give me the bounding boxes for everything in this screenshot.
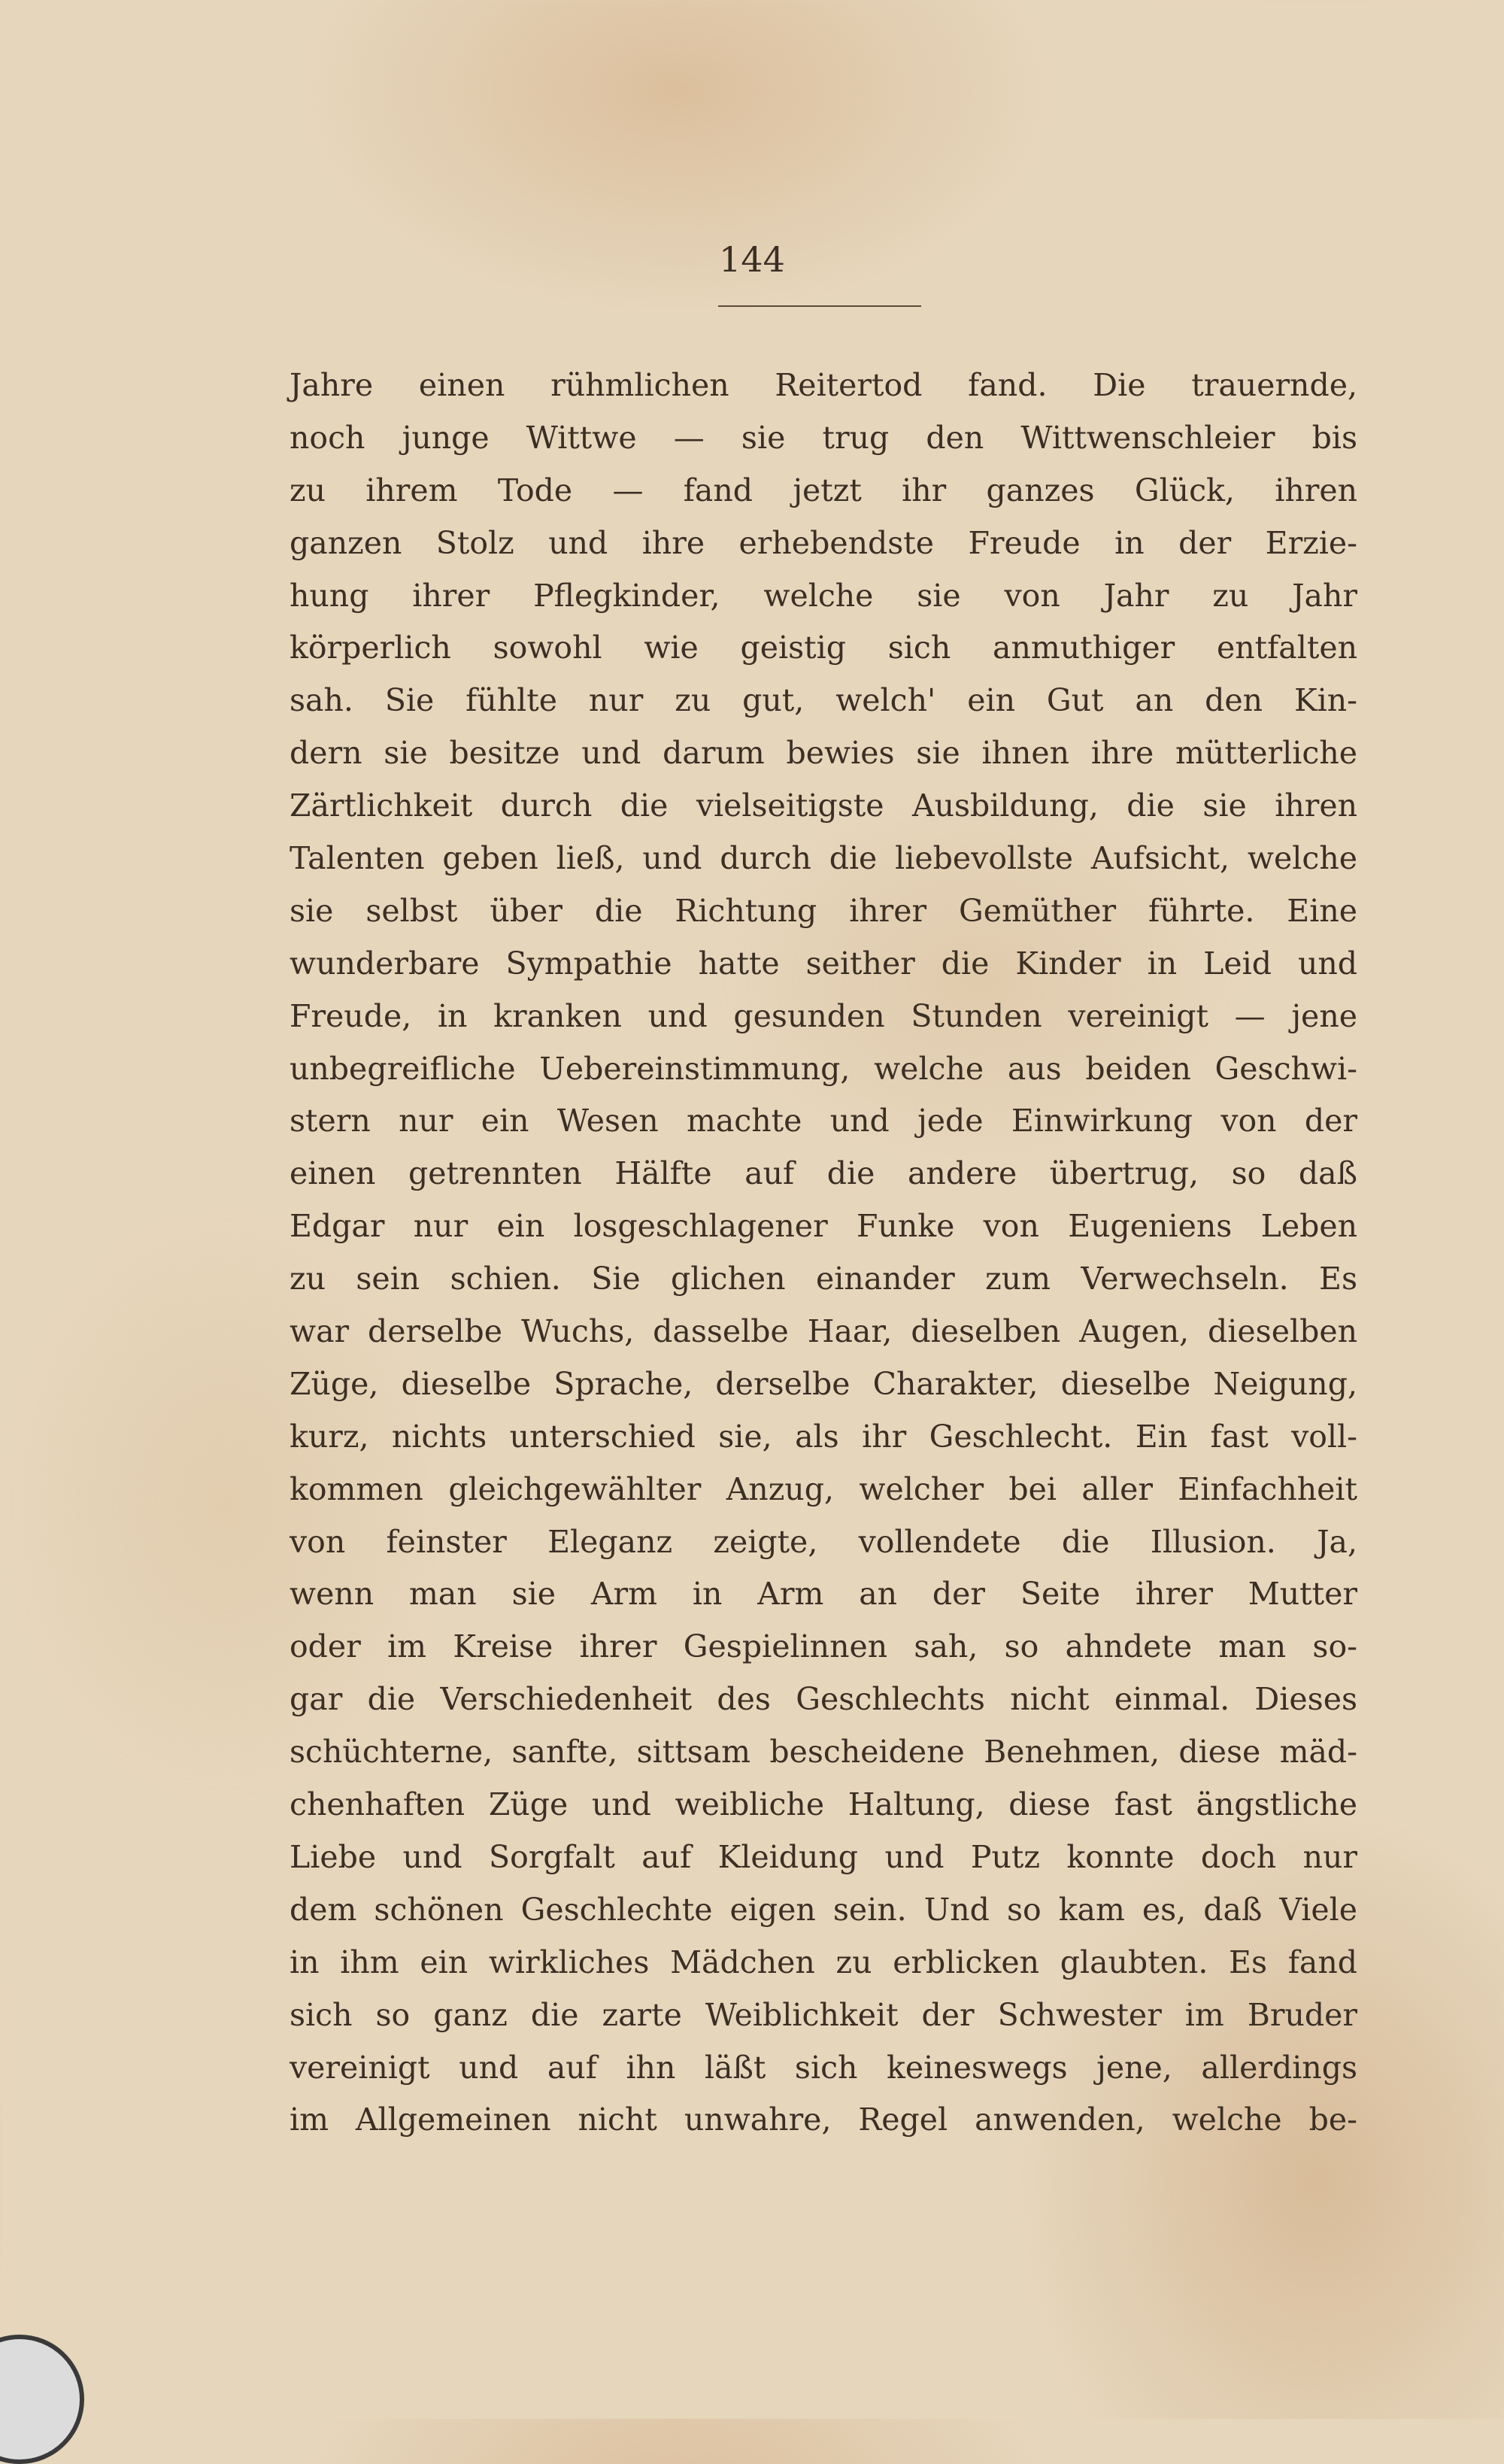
text-line: wunderbare Sympathie hatte seither die Kinder in Leid und (290, 945, 1357, 982)
text-line: Jahre einen rühmlichen Reitertod fand. Die trauernde, (290, 367, 1357, 403)
text-line: wenn man sie Arm in Arm an der Seite ihrer Mutter (290, 1576, 1357, 1613)
scan-corner-artifact (0, 2335, 84, 2464)
text-line: kommen gleichgewählter Anzug, welcher bei aller Einfachheit (290, 1470, 1357, 1507)
text-line: unbegreifliche Uebereinstimmung, welche aus beiden Geschwi- (290, 1050, 1357, 1087)
text-line: chenhaften Züge und weibliche Haltung, diese fast ängstliche (290, 1786, 1357, 1823)
text-line: gar die Verschiedenheit des Geschlechts nicht einmal. Dieses (290, 1681, 1357, 1718)
text-line: noch junge Wittwe — sie trug den Wittwenschleier bis (290, 419, 1357, 456)
text-line: kurz, nichts unterschied sie, als ihr Geschlecht. Ein fast voll- (290, 1418, 1357, 1455)
text-line: dem schönen Geschlechte eigen sein. Und so kam es, daß Viele (290, 1891, 1357, 1928)
text-line: stern nur ein Wesen machte und jede Einwirkung von der (290, 1103, 1357, 1139)
text-line: ganzen Stolz und ihre erhebendste Freude in der Erzie- (290, 524, 1357, 561)
page-number: 144 (719, 239, 785, 280)
text-line: war derselbe Wuchs, dasselbe Haar, dieselben Augen, dieselben (290, 1313, 1357, 1350)
text-line: vereinigt und auf ihn läßt sich keineswegs jene, allerdings (290, 2049, 1357, 2086)
body-text (290, 360, 1357, 2147)
text-line: oder im Kreise ihrer Gespielinnen sah, so ahndete man so- (290, 1628, 1357, 1665)
text-line: Zärtlichkeit durch die vielseitigste Ausbildung, die sie ihren (290, 787, 1357, 824)
text-line: Edgar nur ein losgeschlagener Funke von Eugeniens Leben (290, 1208, 1357, 1245)
text-line: Liebe und Sorgfalt auf Kleidung und Putz konnte doch nur (290, 1838, 1357, 1875)
text-line: Talenten geben ließ, und durch die liebevollste Aufsicht, welche (290, 840, 1357, 877)
text-line: von feinster Eleganz zeigte, vollendete die Illusion. Ja, (290, 1523, 1357, 1560)
text-line: sie selbst über die Richtung ihrer Gemüther führte. Eine (290, 892, 1357, 929)
text-line: sich so ganz die zarte Weiblichkeit der Schwester im Bruder (290, 1996, 1357, 2033)
text-line: schüchterne, sanfte, sittsam bescheidene Benehmen, diese mäd- (290, 1734, 1357, 1771)
text-line: im Allgemeinen nicht unwahre, Regel anwenden, welche be- (290, 2101, 1357, 2138)
text-line: sah. Sie fühlte nur zu gut, welch' ein Gut an den Kin- (290, 682, 1357, 719)
text-line: dern sie besitze und darum bewies sie ihnen ihre mütterliche (290, 735, 1357, 772)
text-line: zu sein schien. Sie glichen einander zum Verwechseln. Es (290, 1261, 1357, 1297)
text-line: einen getrennten Hälfte auf die andere übertrug, so daß (290, 1155, 1357, 1192)
text-line: hung ihrer Pflegkinder, welche sie von Jahr zu Jahr (290, 577, 1357, 614)
text-line: Züge, dieselbe Sprache, derselbe Charakter, dieselbe Neigung, (290, 1365, 1357, 1402)
header-rule (718, 305, 921, 307)
text-line: zu ihrem Tode — fand jetzt ihr ganzes Glück, ihren (290, 472, 1357, 508)
text-line: Freude, in kranken und gesunden Stunden vereinigt — jene (290, 997, 1357, 1034)
text-line: in ihm ein wirkliches Mädchen zu erblicken glaubten. Es fand (290, 1944, 1357, 1980)
text-line: körperlich sowohl wie geistig sich anmuthiger entfalten (290, 630, 1357, 666)
